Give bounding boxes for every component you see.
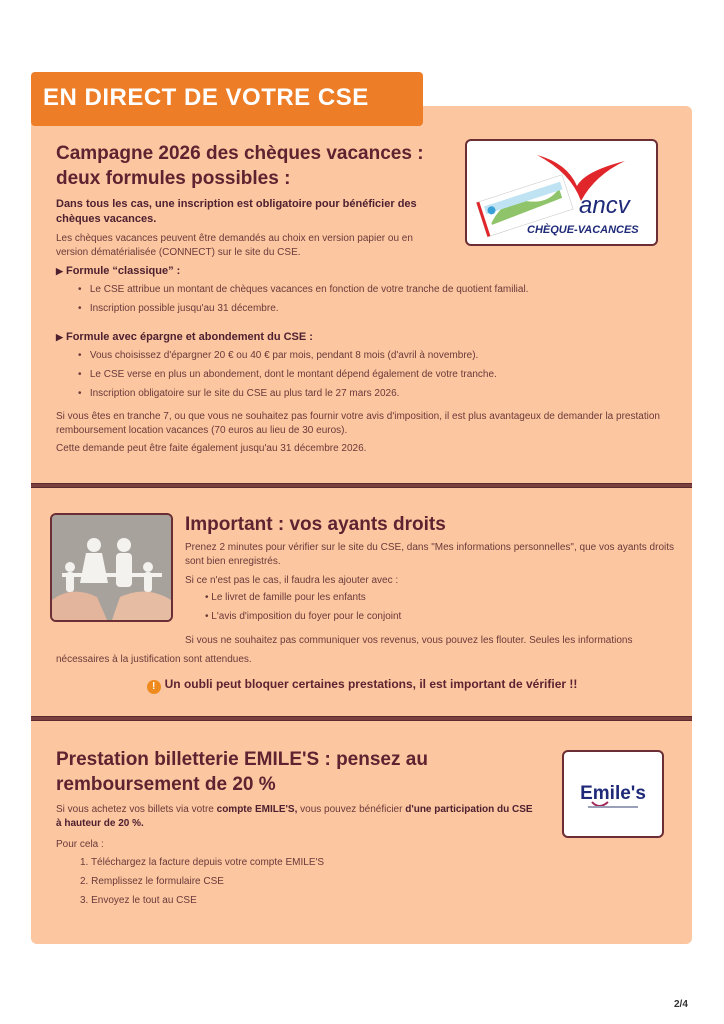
family-photo: [50, 513, 173, 622]
section3-p2: Pour cela :: [56, 839, 104, 850]
emiles-brand: Emile's: [580, 783, 646, 804]
list-item: • Vous choisissez d'épargner 20 € ou 40 € par mois, pendant 8 mois (d'avril à novembre).: [78, 350, 479, 361]
list-item: • Inscription possible jusqu'au 31 décembre.: [78, 303, 279, 314]
section1-title: Campagne 2026 des chèques vacances : deux formules possibles :: [56, 143, 424, 189]
list-item: • Le livret de famille pour les enfants: [205, 591, 366, 603]
section-ayants-droits: [185, 512, 685, 626]
ancv-brand: ancv: [579, 192, 630, 219]
section-emiles: [56, 747, 536, 910]
formula2-label: ▶ Formule avec épargne et abondement du CSE :: [56, 331, 313, 343]
ancv-logo-graphic: [467, 141, 656, 244]
section2-p2: Si ce n'est pas le cas, il faudra les ajouter avec :: [185, 575, 399, 586]
steps-list: [80, 853, 536, 910]
formula-epargne: [56, 331, 676, 403]
formula-classique: [56, 265, 676, 318]
list-item: • L'avis d'imposition du foyer pour le conjoint: [205, 610, 402, 622]
section3-title: Prestation billetterie EMILE'S : pensez au remboursement de 20 %: [56, 749, 428, 795]
emiles-logo-graphic: [564, 752, 662, 836]
note-tranche7: Si vous êtes en tranche 7, ou que vous ne souhaitez pas fournir votre avis d'imposition, il est plus avantageux de demander la prestation remboursement location vacances (70 euros au lieu de 30 euros).: [56, 411, 660, 436]
exclamation-icon: !: [147, 680, 161, 694]
formula2-list: [78, 346, 676, 403]
formula1-list: [78, 280, 676, 318]
section2-p3a: Si vous ne souhaitez pas communiquer vos revenus, vous pouvez les flouter. Seules les informations: [185, 635, 633, 646]
list-item: 3. Envoyez le tout au CSE: [80, 894, 197, 906]
warning-message: ! Un oubli peut bloquer certaines prestations, il est important de vérifier !!: [0, 677, 724, 694]
list-item: • Le CSE attribue un montant de chèques vacances en fonction de votre tranche de quotient familial.: [78, 284, 529, 295]
ancv-subtitle: CHÈQUE-VACANCES: [527, 224, 639, 236]
section1-lead: Dans tous les cas, une inscription est obligatoire pour bénéficier des chèques vacances.: [56, 198, 417, 225]
emiles-logo: [562, 750, 664, 838]
section3-p1: Si vous achetez vos billets via votre compte EMILE'S, vous pouvez bénéficier d'une participation du CSE à hauteur de 20 %.: [56, 804, 533, 829]
divider: [31, 483, 692, 488]
list-item: • Le CSE verse en plus un abondement, dont le montant dépend également de votre tranche.: [78, 369, 497, 380]
triangle-bullet-icon: ▶: [56, 266, 63, 276]
section2-p1: Prenez 2 minutes pour vérifier sur le site du CSE, dans "Mes informations personnelles", que vos ayants droits sont bien enregistrés.: [185, 542, 674, 567]
family-paper-cutout-icon: [52, 515, 171, 620]
note-deadline: Cette demande peut être faite également jusqu'au 31 décembre 2026.: [56, 443, 367, 454]
section2-p3b: nécessaires à la justification sont attendues.: [56, 654, 252, 665]
page-number: 2/4: [674, 999, 688, 1010]
section2-list: [205, 588, 685, 626]
list-item: • Inscription obligatoire sur le site du CSE au plus tard le 27 mars 2026.: [78, 388, 400, 399]
section-header: [31, 72, 423, 126]
list-item: 2. Remplissez le formulaire CSE: [80, 875, 224, 887]
triangle-bullet-icon: ▶: [56, 332, 63, 342]
section2-title: Important : vos ayants droits: [185, 514, 446, 535]
ancv-logo: [465, 139, 658, 246]
section1-intro: Les chèques vacances peuvent être demandés au choix en version papier ou en version dématérialisée (CONNECT) sur le site du CSE.: [56, 233, 413, 258]
divider: [31, 716, 692, 721]
formula1-label: ▶ Formule “classique” :: [56, 265, 181, 277]
section1-notes: [56, 410, 676, 456]
list-item: 1. Téléchargez la facture depuis votre compte EMILE'S: [80, 856, 325, 868]
header-title: EN DIRECT DE VOTRE CSE: [43, 84, 369, 111]
section-cheques-vacances: [56, 141, 456, 259]
